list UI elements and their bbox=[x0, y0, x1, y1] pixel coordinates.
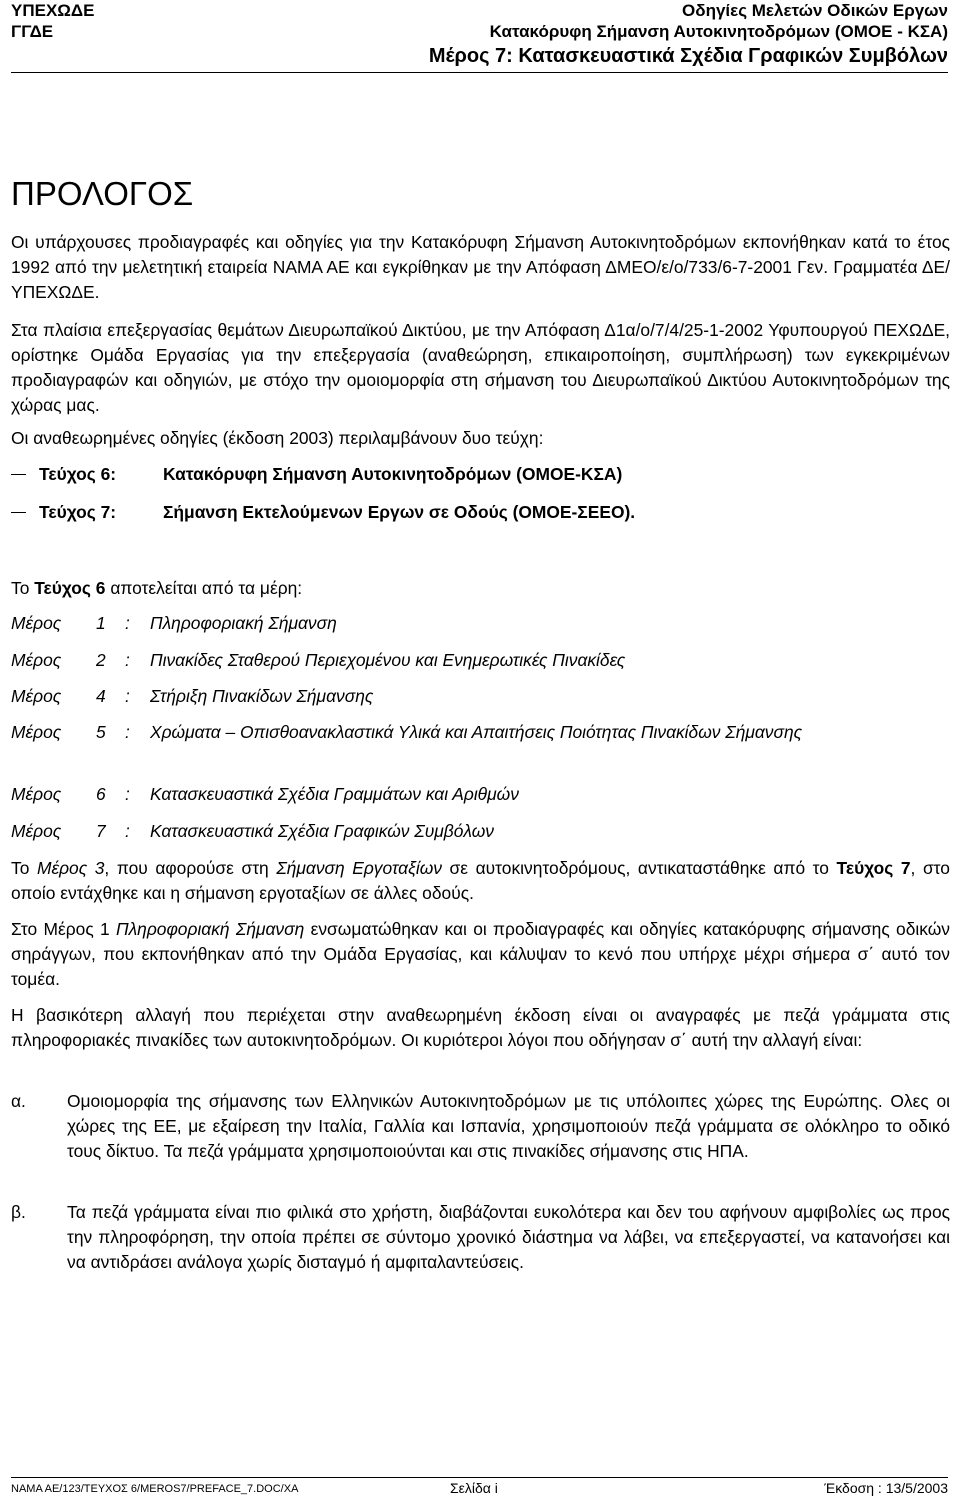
part-number: 1 bbox=[96, 613, 106, 633]
reason-marker: β. bbox=[11, 1202, 26, 1222]
footer-edition bbox=[824, 1480, 948, 1496]
footer-date-value: 13/5/2003 bbox=[885, 1480, 948, 1496]
part-description: Κατασκευαστικά Σχέδια Γραφικών Συμβόλων bbox=[150, 821, 494, 841]
intro-paragraph-3: Οι αναθεωρημένες οδηγίες (έκδοση 2003) περιλαμβάνουν δυο τεύχη: bbox=[11, 428, 544, 448]
part-label: Μέρος bbox=[11, 686, 62, 706]
footer-page-label: Σελίδα bbox=[450, 1480, 491, 1496]
intro-paragraph-1: Οι υπάρχουσες προδιαγραφές και οδηγίες για την Κατακόρυφη Σήμανση Αυτοκινητοδρόμων εκπονήθηκαν κατά το έτος 1992 από την μελετητική εταιρεία ΝΑΜΑ ΑΕ και εγκρίθηκαν με την Απόφαση ΔΜΕΟ/ε/ο/733/6-7-2001 Γεν. Γραμματέα ΔΕ/ΥΠΕΧΩΔΕ. bbox=[11, 232, 950, 302]
intro-paragraph-2: Στα πλαίσια επεξεργασίας θεμάτων Διευρωπαϊκού Δικτύου, με την Απόφαση Δ1α/ο/7/4/25-1-2002 Υφυπουργού ΠΕΧΩΔΕ, ορίστηκε Ομάδα Εργασίας για την επεξεργασία (αναθεώρηση, επικαιροποίηση, συμπλήρωση) των εγκεκριμένων προδιαγραφών και οδηγιών, με στόχο την ομοιομορφία στη σήμανση του Διευρωπαϊκού Δικτύου Αυτοκινητοδρόμων της χώρας μας. bbox=[11, 320, 950, 415]
text-run: , που αφορούσε στη bbox=[104, 858, 277, 878]
part-description: Πληροφοριακή Σήμανση bbox=[150, 613, 337, 633]
part-description: Στήριξη Πινακίδων Σήμανσης bbox=[150, 686, 374, 706]
part-number: 5 bbox=[96, 722, 106, 742]
issue-code: Τεύχος 6: bbox=[39, 464, 117, 484]
change-paragraph: Η βασικότερη αλλαγή που περιέχεται στην αναθεωρημένη έκδοση είναι οι αναγραφές με πεζά γράμματα στις πληροφοριακές πινακίδες των αυτοκινητοδρόμων. Οι κυριότεροι λόγοι που οδήγησαν σ΄ αυτή την αλλαγή είναι: bbox=[11, 1005, 950, 1050]
footer-page bbox=[450, 1480, 498, 1496]
header-section-title: Μέρος 7: Κατασκευαστικά Σχέδια Γραφικών Συμβόλων bbox=[428, 45, 948, 67]
part3-paragraph bbox=[11, 856, 950, 906]
header-directorate: ΓΓΔΕ bbox=[11, 22, 54, 41]
part-label: Μέρος bbox=[11, 650, 62, 670]
dash-bullet bbox=[11, 512, 26, 513]
header-volume-title: Κατακόρυφη Σήμανση Αυτοκινητοδρόμων (ΟΜΟΕ - ΚΣΑ) bbox=[489, 22, 948, 41]
text-run-italic: Μέρος 3 bbox=[36, 858, 105, 878]
part-number: 2 bbox=[96, 650, 106, 670]
reason-text: Τα πεζά γράμματα είναι πιο φιλικά στο χρήστη, διαβάζονται ευκολότερα και δεν του αφήνουν αμφιβολίες ως προς την πληροφόρηση, την οποία πρέπει σε σύντομο χρονικό διάστημα να λάβει, να επεξεργαστεί, να κατανοήσει και να αντιδράσει ανάλογα χωρίς δισταγμό ή αμφιταλαντεύσεις. bbox=[67, 1202, 950, 1272]
dash-bullet bbox=[11, 474, 26, 475]
header-organization bbox=[11, 0, 94, 42]
part-colon: : bbox=[125, 821, 130, 841]
parts-intro bbox=[11, 576, 950, 601]
part-label: Μέρος bbox=[11, 613, 62, 633]
header-document-info bbox=[490, 0, 948, 42]
part-number: 6 bbox=[96, 784, 106, 804]
part-colon: : bbox=[125, 722, 130, 742]
reason-text: Ομοιομορφία της σήμανσης των Ελληνικών Αυτοκινητοδρόμων με τις υπόλοιπες χώρες της Ευρώπης. Ολες οι χώρες της ΕΕ, με εξαίρεση την Ιταλία, Γαλλία και Ισπανία, χρησιμοποιούν πεζά γράμματα σε ολόκληρο το οδικό τους δίκτυο. Τα πεζά γράμματα χρησιμοποιούνται και στις πινακίδες σήμανσης στις ΗΠΑ. bbox=[67, 1091, 950, 1161]
part-label: Μέρος bbox=[11, 821, 62, 841]
text-run-bold: Τεύχος 7 bbox=[836, 858, 911, 878]
issue-name: Σήμανση Εκτελούμενων Εργων σε Οδούς (ΟΜΟΕ-ΣΕΕΟ). bbox=[163, 502, 636, 522]
text-run: , στο οποίο εντάχθηκε και η σήμανση εργοταξίων σε άλλες οδούς. bbox=[11, 858, 950, 903]
text-run: ενσωματώθηκαν και οι προδιαγραφές και οδηγίες κατακόρυφης σήμανσης οδικών σηράγγων, που εκπονήθηκαν από την Ομάδα Εργασίας, και κάλυψαν το κενό που υπήρχε μέχρι σήμερα σ΄ αυτό τον τομέα. bbox=[11, 919, 950, 989]
parts-intro-prefix: Το bbox=[11, 578, 35, 598]
reason-marker: α. bbox=[11, 1091, 26, 1111]
part-colon: : bbox=[125, 784, 130, 804]
part-description: Χρώματα – Οπισθοανακλαστικά Υλικά και Απαιτήσεις Ποιότητας Πινακίδων Σήμανσης bbox=[150, 722, 803, 742]
footer-page-number: i bbox=[494, 1480, 498, 1496]
text-run: σε αυτοκινητοδρόμους, αντικαταστάθηκε από το bbox=[441, 858, 837, 878]
parts-intro-suffix: αποτελείται από τα μέρη: bbox=[105, 578, 303, 598]
parts-intro-volume: Τεύχος 6 bbox=[34, 578, 106, 598]
text-run: Το bbox=[11, 858, 37, 878]
footer-date-label: Έκδοση : bbox=[824, 1480, 882, 1496]
header-ministry: ΥΠΕΧΩΔΕ bbox=[11, 1, 95, 20]
part1-paragraph bbox=[11, 917, 950, 992]
text-run-italic: Σήμανση Εργοταξίων bbox=[276, 858, 442, 878]
issue-name: Κατακόρυφη Σήμανση Αυτοκινητοδρόμων (ΟΜΟΕ-ΚΣΑ) bbox=[163, 464, 623, 484]
part-colon: : bbox=[125, 613, 130, 633]
header-series-title: Οδηγίες Μελετών Οδικών Εργων bbox=[682, 1, 948, 20]
part-label: Μέρος bbox=[11, 722, 62, 742]
text-run: Στο Μέρος 1 bbox=[11, 919, 117, 939]
text-run-italic: Πληροφοριακή Σήμανση bbox=[116, 919, 305, 939]
part-colon: : bbox=[125, 650, 130, 670]
header-divider bbox=[11, 72, 948, 73]
footer-divider bbox=[11, 1477, 948, 1478]
part-number: 4 bbox=[96, 686, 106, 706]
part-label: Μέρος bbox=[11, 784, 62, 804]
part-description: Πινακίδες Σταθερού Περιεχομένου και Ενημερωτικές Πινακίδες bbox=[150, 650, 626, 670]
part-description: Κατασκευαστικά Σχέδια Γραμμάτων και Αριθμών bbox=[150, 784, 519, 804]
issue-code: Τεύχος 7: bbox=[39, 502, 117, 522]
part-colon: : bbox=[125, 686, 130, 706]
page-title: ΠΡΟΛΟΓΟΣ bbox=[11, 175, 194, 212]
part-number: 7 bbox=[96, 821, 106, 841]
footer-file-path: ΝΑΜΑ ΑΕ/123/ΤΕΥΧΟΣ 6/MEROS7/PREFACE_7.DOC/ΧΑ bbox=[11, 1483, 299, 1495]
